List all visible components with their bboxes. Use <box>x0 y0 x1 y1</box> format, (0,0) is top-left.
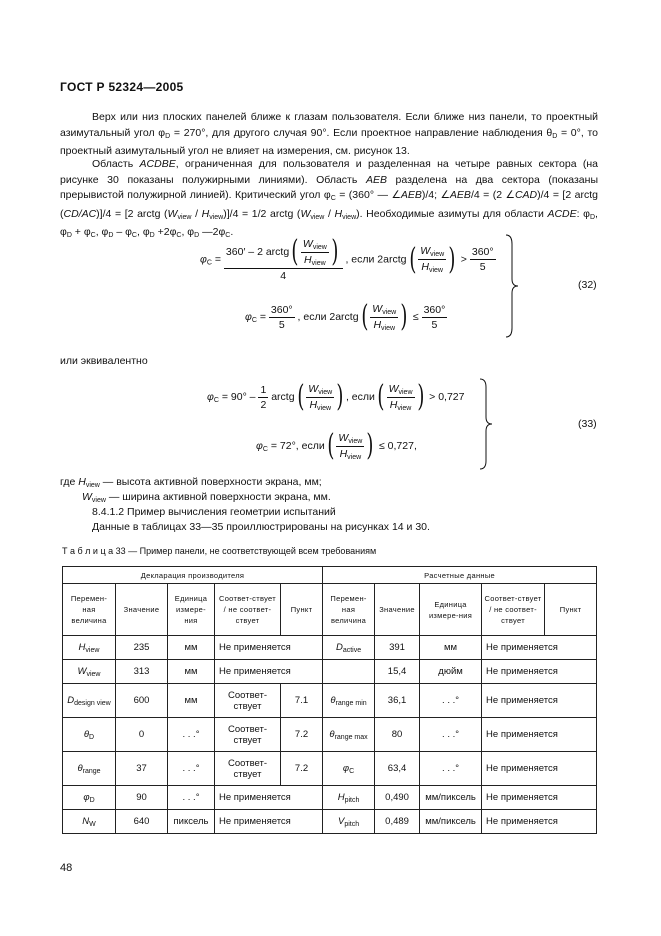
variable-cell: $H_{pitch}$ <box>323 786 375 810</box>
value-cell: 0,490 <box>375 786 420 810</box>
compliance-cell: Не применяется <box>482 718 597 752</box>
equation-33-number: (33) <box>578 418 597 430</box>
where-height: где $H_{view}$ — высота активной поверхности экрана, мм; <box>60 476 322 489</box>
compliance-cell: Не применяется <box>482 636 597 660</box>
col-header: Пункт <box>545 584 597 636</box>
variable-cell: $D_{design view}$ <box>63 684 116 718</box>
variable-cell: $\theta_{range max}$ <box>323 718 375 752</box>
variable-cell: $W_{view}$ <box>63 660 116 684</box>
col-header: Пункт <box>281 584 323 636</box>
compliance-cell: Не применяется <box>215 786 323 810</box>
compliance-cell: Не применяется <box>482 810 597 834</box>
clause-cell: 7.2 <box>281 718 323 752</box>
col-header: Соответ-ствует / не соответ-ствует <box>215 584 281 636</box>
unit-cell: мм <box>168 660 215 684</box>
equation-32-line2: $\varphi_C$ = $\frac{360^\circ}{5}$ , если 2arctg( $\frac{W_{view}}{H_{view}}$ ) ≤ $\frac{360^\circ}{5}$ <box>245 299 446 334</box>
value-cell: 80 <box>375 718 420 752</box>
where-width: $W_{view}$ — ширина активной поверхности экрана, мм. <box>82 491 331 504</box>
unit-cell: . . .° <box>168 752 215 786</box>
unit-cell: . . .° <box>420 684 482 718</box>
variable-cell: $\theta_{range}$ <box>63 752 116 786</box>
unit-cell: мм <box>168 636 215 660</box>
compliance-cell: Не применяется <box>482 786 597 810</box>
compliance-cell: Не применяется <box>215 660 323 684</box>
col-header: Перемен-ная величина <box>63 584 116 636</box>
compliance-cell: Не применяется <box>482 660 597 684</box>
table-row <box>63 660 597 684</box>
variable-cell: $V_{pitch}$ <box>323 810 375 834</box>
table-row <box>63 684 597 718</box>
page-number: 48 <box>60 862 73 874</box>
section-title: 8.4.1.2 Пример вычисления геометрии испытаний <box>92 506 336 518</box>
value-cell: 313 <box>116 660 168 684</box>
table-caption: Т а б л и ц а 33 — Пример панели, не соответствующей всем требованиям <box>62 546 377 556</box>
variable-cell: $\theta_{range min}$ <box>323 684 375 718</box>
value-cell: 600 <box>116 684 168 718</box>
section-text: Данные в таблицах 33—35 проиллюстрированы на рисунках 14 и 30. <box>92 521 430 533</box>
compliance-cell: Не применяется <box>482 752 597 786</box>
unit-cell: мм/пиксель <box>420 786 482 810</box>
equation-32-line1: $\varphi_C$ = 360′ – 2 arctg( $\frac{W_{view}}{H_{view}}$ ) 4 , если 2arctg( $\frac{W_{view}}{H_{view}}$ ) > $\frac{360^\circ}{5}$ <box>200 234 494 282</box>
value-cell: 640 <box>116 810 168 834</box>
variable-cell: $N_W$ <box>63 810 116 834</box>
col-header: Единица измере-ния <box>168 584 215 636</box>
data-table <box>62 566 597 834</box>
compliance-cell: Соответ-ствует <box>215 718 281 752</box>
clause-cell: 7.2 <box>281 752 323 786</box>
variable-cell: $H_{view}$ <box>63 636 116 660</box>
table-row <box>63 752 597 786</box>
equation-33-brace <box>478 378 494 470</box>
compliance-cell: Соответ-ствует <box>215 752 281 786</box>
unit-cell: . . .° <box>168 786 215 810</box>
value-cell: 391 <box>375 636 420 660</box>
equivalent-text: или эквивалентно <box>60 355 148 367</box>
equation-32-number: (32) <box>578 279 597 291</box>
document-header: ГОСТ Р 52324—2005 <box>60 80 184 94</box>
compliance-cell: Не применяется <box>215 636 323 660</box>
compliance-cell: Не применяется <box>482 684 597 718</box>
unit-cell: пиксель <box>168 810 215 834</box>
variable-cell <box>323 660 375 684</box>
variable-cell: $\theta_D$ <box>63 718 116 752</box>
value-cell: 0 <box>116 718 168 752</box>
paragraph-critical-angle: Область ACDBE, ограниченная для пользователя и разделенная на четыре равных сектора (на рисунке 30 показаны полужирными линиями). Область AEB разделена на два сектора (показаны прерывистой полужирной линией). Критический угол $\varphi_C = (360^\circ$ — ∠AEB)/4; ∠AEB/4 = (2 ∠CAD)/4 = [2 arctg (CD/AC)]/4 = [2 arctg $(W_{view} / H_{view})]/4 = 1/2$ arctg $(W_{view} / H_{view})$. Необходимые азимуты для области ACDE: $\varphi_D$, $\varphi_D + \varphi_C$, $\varphi_D - \varphi_C$, $\varphi_D +2\varphi_C$, $\varphi_D$ $—2\varphi_C$. <box>60 158 598 240</box>
group-header-manufacturer: Декларация производителя <box>63 567 323 584</box>
unit-cell: мм <box>168 684 215 718</box>
col-header: Значение <box>116 584 168 636</box>
unit-cell: дюйм <box>420 660 482 684</box>
col-header: Единица измере-ния <box>420 584 482 636</box>
variable-cell: $\varphi_C$ <box>323 752 375 786</box>
equation-33-line2: $\varphi_C = 72^\circ$, если( $\frac{W_{view}}{H_{view}}$ ) ≤ 0,727, <box>256 428 417 463</box>
value-cell: 90 <box>116 786 168 810</box>
unit-cell: . . .° <box>420 752 482 786</box>
unit-cell: мм/пиксель <box>420 810 482 834</box>
clause-cell: 7.1 <box>281 684 323 718</box>
col-header: Перемен-ная величина <box>323 584 375 636</box>
table-row <box>63 810 597 834</box>
unit-cell: . . .° <box>420 718 482 752</box>
value-cell: 37 <box>116 752 168 786</box>
paragraph-panel-azimuth: Верх или низ плоских панелей ближе к глазам пользователя. Если ближе низ панели, то проектный азимутальный угол $\varphi_D = 270^\circ$, для другого случая 90°. Если проектное направление наблюдения $\theta_D = 0^\circ$, то проектный азимутальный угол не влияет на измерения, см. рисунок 13. <box>60 111 598 158</box>
unit-cell: . . .° <box>168 718 215 752</box>
equation-33-line1: $\varphi_C = 90^\circ$ – $\frac{1}{2}$ arctg( $\frac{W_{view}}{H_{view}}$ ) , если( $\frac{W_{view}}{H_{view}}$ ) > 0,727 <box>207 379 465 414</box>
compliance-cell: Соответ-ствует <box>215 684 281 718</box>
value-cell: 63,4 <box>375 752 420 786</box>
value-cell: 36,1 <box>375 684 420 718</box>
equation-32-brace <box>504 234 520 338</box>
value-cell: 0,489 <box>375 810 420 834</box>
value-cell: 15,4 <box>375 660 420 684</box>
table-row <box>63 718 597 752</box>
variable-cell: $D_{active}$ <box>323 636 375 660</box>
group-header-calculated: Расчетные данные <box>323 567 597 584</box>
compliance-cell: Не применяется <box>215 810 323 834</box>
unit-cell: мм <box>420 636 482 660</box>
col-header: Соответ-ствует / не соответ-ствует <box>482 584 545 636</box>
value-cell: 235 <box>116 636 168 660</box>
variable-cell: $\varphi_D$ <box>63 786 116 810</box>
table-row <box>63 786 597 810</box>
table-row <box>63 636 597 660</box>
col-header: Значение <box>375 584 420 636</box>
